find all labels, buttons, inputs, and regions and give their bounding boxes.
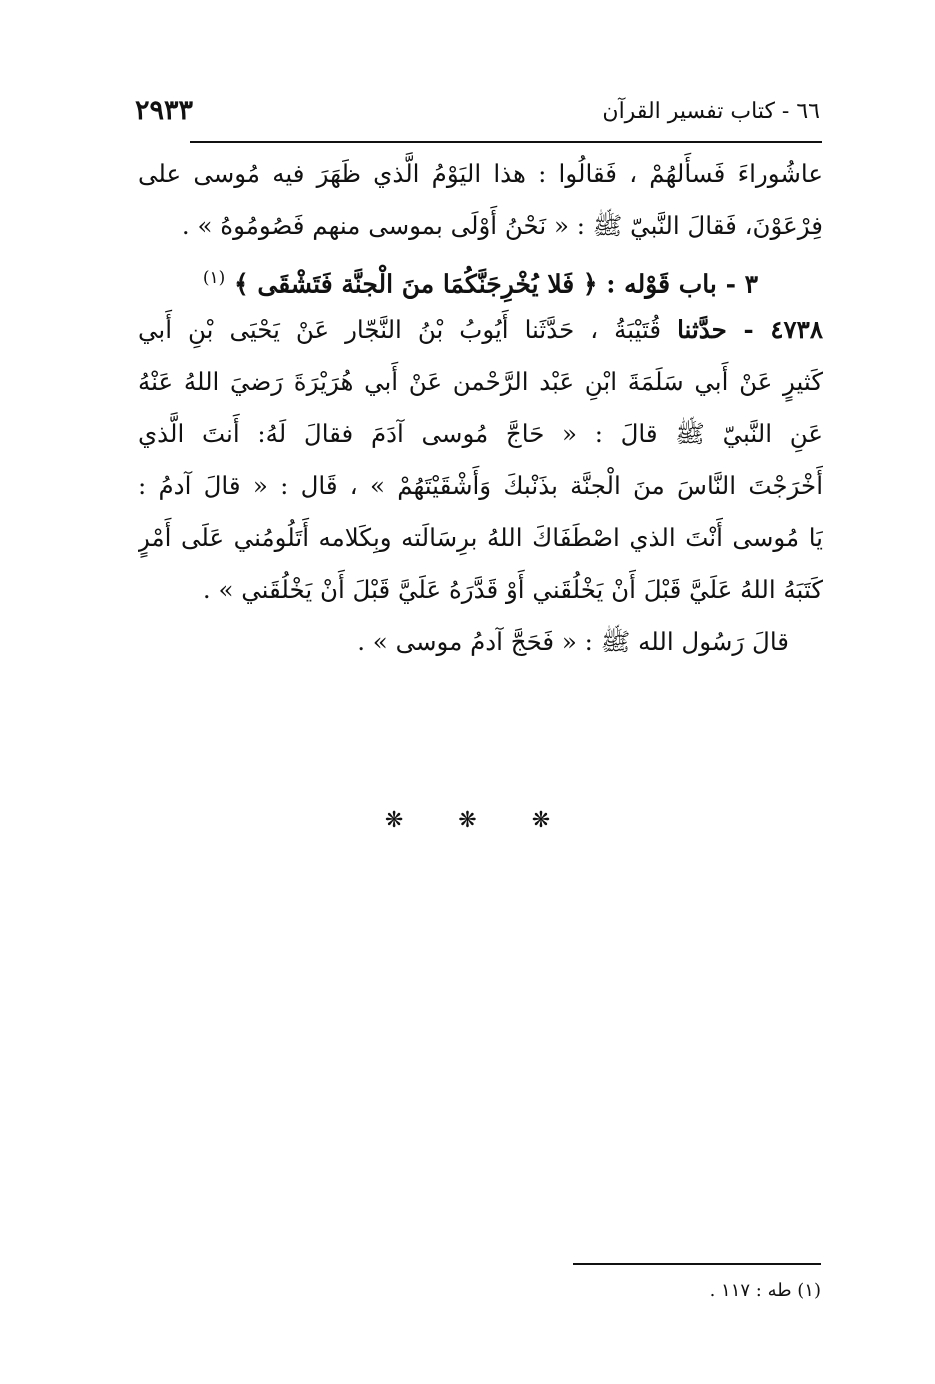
text-line: يَا مُوسى أَنْتَ الذي اصْطَفَاكَ اللهُ برِسَالَته وبِكَلامه أَتَلُومُني عَلَى أَمْرٍ	[138, 523, 823, 552]
chapter-heading	[138, 252, 823, 304]
asterism-star-icon: ❋	[384, 808, 404, 833]
text-line: كَتَبَهُ اللهُ عَلَيَّ قَبْلَ أَنْ يَخْلُقَني أَوْ قَدَّرَهُ عَلَيَّ قَبْلَ أَنْ يَخْلُقَني » .	[202, 575, 823, 604]
asterism-star-icon: ❋	[458, 808, 477, 833]
running-header	[135, 95, 820, 135]
text-line: أَخْرَجْتَ النَّاسَ منَ الْجنَّة بذَنْبكَ وَأَشْقَيْتَهُمْ » ، قَال : « قالَ آدمُ :	[138, 471, 823, 500]
chapter-title: ٦٦ - كتاب تفسير القرآن	[602, 99, 820, 124]
hadith-number: ٤٧٣٨ - حدَّثنا	[677, 315, 823, 344]
text-line: قالَ رَسُول الله ﷺ : « فَحَجَّ آدمُ موسى » .	[357, 627, 789, 656]
footnote-divider	[573, 1263, 821, 1265]
text-line: فِرْعَوْنَ، فَقالَ النَّبيّ ﷺ : « نَحْنُ أَوْلَى بموسى منهم فَصُومُوهُ » .	[181, 211, 823, 240]
section-separator	[0, 808, 935, 833]
footnote-reference: (١)	[202, 268, 226, 288]
asterism-star-icon: ❋	[531, 808, 551, 833]
page-number: ٢٩٣٣	[135, 95, 194, 126]
hadith-line-text: قُتَيْبَةُ ، حَدَّثَنا أَيُوبُ بْنُ النَّجّار عَنْ يَحْيَى بْنِ أَبي	[138, 315, 662, 344]
body-text	[138, 148, 823, 668]
text-line: عَنِ النَّبيّ ﷺ قالَ : « حَاجَّ مُوسى آدَمَ فقالَ لَهُ: أَنتَ الَّذي	[138, 419, 823, 448]
footnote: (١) طه : ١١٧ .	[709, 1280, 821, 1301]
hadith-first-line	[138, 304, 823, 356]
header-divider	[190, 141, 822, 143]
text-line: كَثيرٍ عَنْ أَبي سَلَمَةَ ابْنِ عَبْد الرَّحْمن عَنْ أَبي هُرَيْرَةَ رَضيَ اللهُ عَنْهُ	[138, 367, 823, 396]
text-line: عاشُوراءَ فَسأَلهُمْ ، فَقالُوا : هذا اليَوْمُ الَّذي ظَهَرَ فيه مُوسى على	[138, 159, 823, 188]
chapter-heading-text: ٣ - باب قَوْله : ﴿ فَلا يُخْرِجَنَّكُمَا منَ الْجنَّة فَتَشْقَى ﴾	[234, 269, 759, 299]
